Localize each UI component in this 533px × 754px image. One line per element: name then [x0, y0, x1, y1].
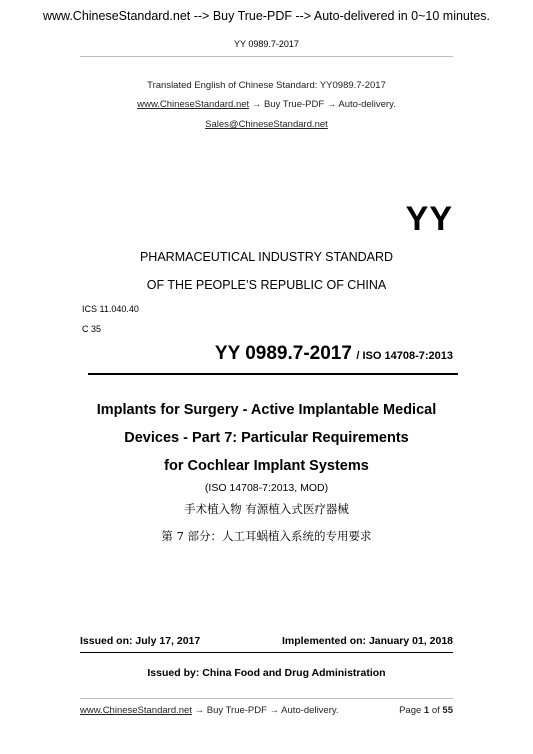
purchase-text: → Buy True-PDF → Auto-delivery. — [251, 99, 396, 110]
ccs-code: C 35 — [82, 324, 102, 334]
footer-divider — [80, 698, 453, 699]
footer-links — [80, 705, 339, 716]
implemented-date: Implemented on: January 01, 2018 — [282, 635, 453, 647]
standard-number-main: YY 0989.7-2017 — [214, 343, 352, 364]
standard-number — [215, 343, 453, 365]
standard-code-mark: YY — [405, 200, 453, 238]
page-label: Page — [399, 705, 422, 716]
industry-standard-line1: PHARMACEUTICAL INDUSTRY STANDARD — [139, 250, 394, 264]
footer-purchase-text: → Buy True-PDF → Auto-delivery. — [191, 705, 339, 716]
page-number: 1 — [423, 705, 430, 716]
iso-reference: / ISO 14708-7:2013 — [356, 350, 453, 362]
issued-date: Issued on: July 17, 2017 — [80, 635, 201, 647]
site-link[interactable]: www.ChineseStandard.net — [137, 99, 250, 110]
page-indicator — [399, 705, 453, 716]
industry-standard-line2: OF THE PEOPLE’S REPUBLIC OF CHINA — [146, 278, 387, 292]
title-line2: Devices - Part 7: Particular Requirements — [124, 430, 409, 446]
chinese-title-line1: 手术植入物 有源植入式医疗器械 — [184, 502, 349, 516]
translation-note: Translated English of Chinese Standard: YY0989.7-2017 — [147, 80, 386, 91]
issuer: Issued by: China Food and Drug Administration — [147, 667, 386, 679]
title-line3: for Cochlear Implant Systems — [164, 458, 369, 474]
dates-divider — [80, 652, 453, 653]
document-reference: YY 0989.7-2017 — [234, 39, 299, 49]
chinese-title-line2: 第 7 部分：人工耳蜗植入系统的专用要求 — [161, 529, 372, 543]
page-total: 55 — [442, 705, 453, 716]
sales-email-link[interactable]: Sales@ChineseStandard.net — [205, 119, 328, 130]
purchase-links — [0, 99, 533, 110]
page-of: of — [431, 705, 440, 716]
top-banner: www.ChineseStandard.net --> Buy True-PDF --> Auto-delivered in 0~10 minutes. — [42, 9, 491, 23]
title-line1: Implants for Surgery - Active Implantable Medical — [96, 402, 437, 418]
footer-site-link[interactable]: www.ChineseStandard.net — [80, 705, 192, 716]
iso-modification: (ISO 14708-7:2013, MOD) — [204, 482, 329, 494]
header-divider — [80, 56, 453, 57]
ics-code: ICS 11.040.40 — [82, 304, 139, 314]
title-divider — [88, 373, 458, 375]
